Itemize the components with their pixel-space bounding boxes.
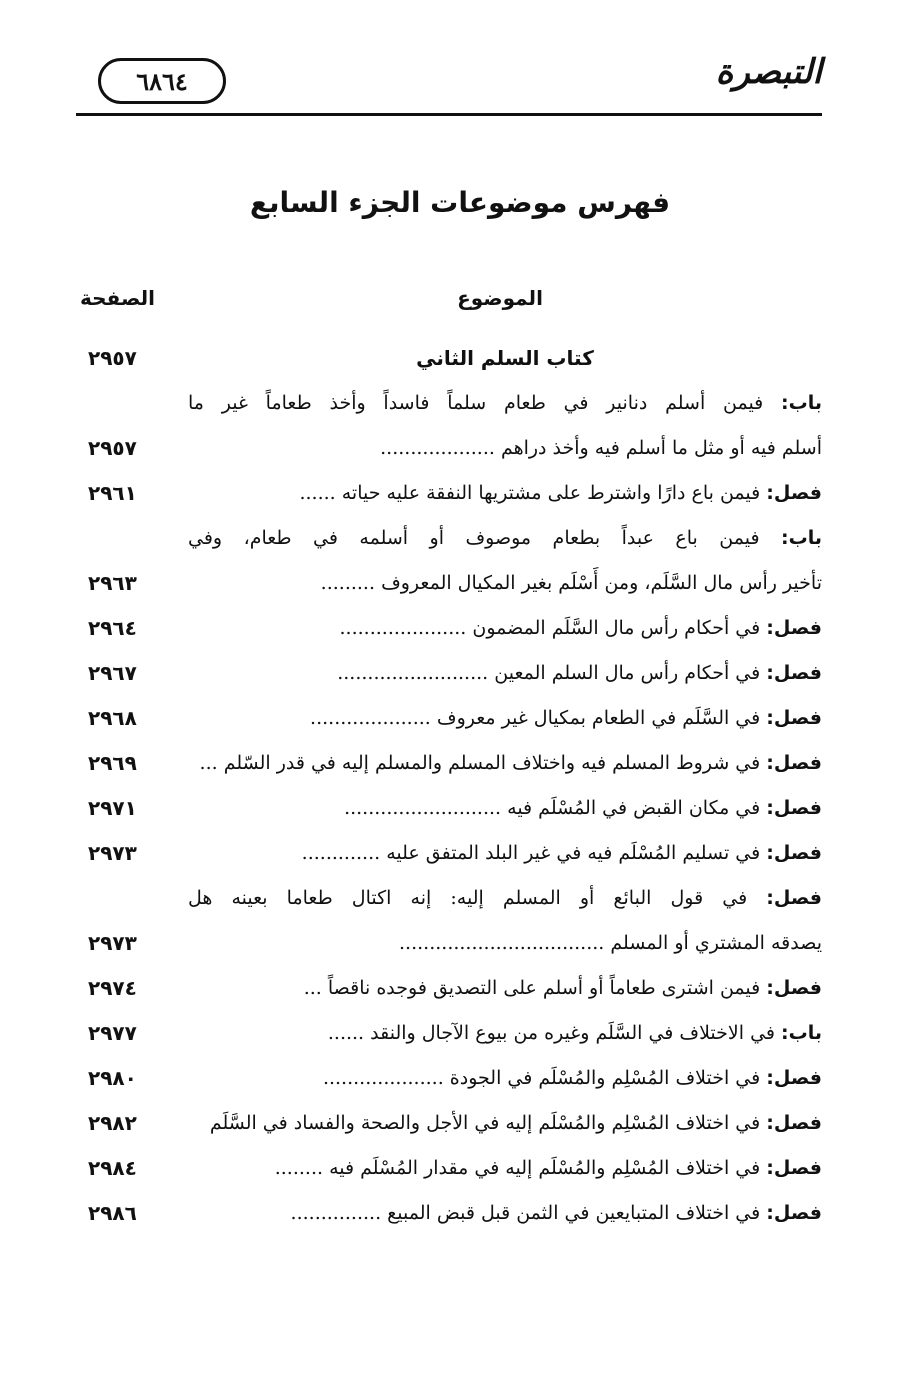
toc-entry-leader: ...... [327, 1022, 371, 1044]
toc-entry-leader: .................... [310, 707, 437, 729]
toc-entry-page: ٢٩٦١ [88, 481, 137, 505]
toc-entry-title: تأخير رأس مال السَّلَم، ومن أَسْلَم بغير المكيال المعروف [381, 572, 822, 594]
toc-entry-text [188, 426, 822, 471]
toc-entry [76, 1101, 822, 1146]
toc-entry-leader: .................... [322, 1067, 450, 1089]
toc-entry-text [188, 741, 822, 786]
toc-entry-title: في السَّلَم في الطعام بمكيال غير معروف [436, 707, 767, 729]
page-heading: فهرس موضوعات الجزء السابع [249, 186, 671, 219]
toc-entry-leader: .......................... [344, 797, 508, 819]
toc-entry [76, 471, 822, 516]
toc-entry [76, 516, 822, 561]
toc-entry-title: في اختلاف المُسْلِم والمُسْلَم إليه في مقدار المُسْلَم فيه [329, 1157, 767, 1179]
toc-entry [76, 1191, 822, 1236]
toc-entry-leader: .................................. [399, 932, 611, 954]
page-number: ٦٨٦٤ [136, 66, 188, 96]
toc-entry [76, 1146, 822, 1191]
toc-entry [76, 1011, 822, 1056]
toc-entry-leader: ... [199, 752, 224, 774]
toc-entry-title: في شروط المسلم فيه واختلاف المسلم والمسلم إليه في قدر السّلم [223, 752, 767, 774]
table-of-contents [76, 336, 822, 1236]
toc-entry-text [188, 381, 822, 426]
toc-entry-title: في أحكام رأس مال السلم المعين [494, 662, 767, 684]
running-header [76, 50, 822, 116]
toc-entry [76, 426, 822, 471]
toc-entry-label: باب: [781, 527, 822, 549]
toc-entry-title: في أحكام رأس مال السَّلَم المضمون [472, 617, 767, 639]
toc-entry [76, 696, 822, 741]
toc-entry-page: ٢٩٨٠ [88, 1066, 137, 1090]
toc-entry-label: فصل: [766, 977, 822, 999]
toc-entry-label: فصل: [766, 797, 822, 819]
toc-entry [76, 381, 822, 426]
toc-entry-leader: ........ [274, 1157, 330, 1179]
toc-entry-text [188, 786, 822, 831]
toc-entry-title: فيمن أسلم دنانير في طعام سلماً فاسداً وأخذ طعاماً غير ما [188, 392, 782, 414]
toc-entry-label: فصل: [766, 707, 822, 729]
toc-entry [76, 786, 822, 831]
toc-entry [76, 606, 822, 651]
toc-entry [76, 651, 822, 696]
toc-entry [76, 561, 822, 606]
toc-entry-label: فصل: [766, 662, 822, 684]
toc-entry [76, 1056, 822, 1101]
toc-entry-page: ٢٩٦٨ [88, 706, 137, 730]
toc-entry-title: يصدقه المشتري أو المسلم [610, 932, 822, 954]
toc-entry-page: ٢٩٥٧ [88, 436, 137, 460]
toc-entry-text [188, 921, 822, 966]
toc-entry-leader: ..................... [339, 617, 473, 639]
toc-entry-page: ٢٩٨٤ [88, 1156, 137, 1180]
toc-entry-text [188, 1056, 822, 1101]
toc-entry-leader: ............. [301, 842, 387, 864]
toc-entry-label: باب: [781, 1022, 822, 1044]
toc-entry-text [188, 606, 822, 651]
toc-entry [76, 831, 822, 876]
toc-entry-label: فصل: [766, 1112, 822, 1134]
toc-entry-page: ٢٩٥٧ [88, 346, 137, 370]
toc-entry-title: في مكان القبض في المُسْلَم فيه [507, 797, 767, 819]
toc-entry-text [188, 1146, 822, 1191]
header-rule [76, 113, 822, 116]
toc-entry-page: ٢٩٧٣ [88, 841, 137, 865]
toc-entry-text [188, 516, 822, 561]
toc-entry-label: فصل: [766, 842, 822, 864]
toc-entry-page: ٢٩٦٣ [88, 571, 137, 595]
page-number-badge [98, 58, 226, 104]
toc-entry-label: فصل: [766, 1157, 822, 1179]
toc-entry-text [188, 1191, 822, 1236]
toc-entry [76, 336, 822, 381]
toc-entry-page: ٢٩٧٧ [88, 1021, 137, 1045]
toc-entry-text [188, 651, 822, 696]
toc-entry-page: ٢٩٦٤ [88, 616, 137, 640]
toc-entry-leader: ...... [299, 482, 342, 504]
toc-entry-label: باب: [781, 392, 822, 414]
toc-entry-leader: ............... [290, 1202, 388, 1224]
column-headers [80, 286, 820, 322]
toc-entry-text [188, 1101, 822, 1146]
toc-entry-label: فصل: [766, 482, 822, 504]
toc-entry-text [188, 876, 822, 921]
toc-entry [76, 921, 822, 966]
toc-entry-title: في اختلاف المُسْلِم والمُسْلَم إليه في الأجل والصحة والفساد في السَّلَم [209, 1112, 767, 1134]
toc-entry-title: في اختلاف المتبايعين في الثمن قبل قبض المبيع [387, 1202, 767, 1224]
toc-entry-label: فصل: [766, 887, 822, 909]
page-column-header: الصفحة [80, 286, 156, 310]
toc-entry-title: أسلم فيه أو مثل ما أسلم فيه وأخذ دراهم [500, 437, 822, 459]
toc-entry-page: ٢٩٨٦ [88, 1201, 137, 1225]
toc-entry-title: في اختلاف المُسْلِم والمُسْلَم في الجودة [449, 1067, 767, 1089]
toc-entry-title: في تسليم المُسْلَم فيه في غير البلد المتفق عليه [386, 842, 767, 864]
toc-entry-text [188, 696, 822, 741]
toc-entry-title: فيمن اشترى طعاماً أو أسلم على التصديق فوجده ناقصاً [327, 977, 767, 999]
toc-entry [76, 741, 822, 786]
toc-entry-page: ٢٩٦٧ [88, 661, 137, 685]
toc-entry-label: فصل: [766, 752, 822, 774]
toc-entry-label: فصل: [766, 1202, 822, 1224]
toc-entry-page: ٢٩٨٢ [88, 1111, 137, 1135]
toc-entry-text [188, 471, 822, 516]
toc-entry-page: ٢٩٧٣ [88, 931, 137, 955]
toc-entry-leader: ... [303, 977, 328, 999]
toc-entry [76, 876, 822, 921]
toc-entry-leader: ......................... [337, 662, 495, 684]
toc-entry-title: في الاختلاف في السَّلَم وغيره من بيوع الآجال والنقد [370, 1022, 782, 1044]
toc-entry [76, 966, 822, 1011]
toc-entry-title: فيمن باع عبداً بطعام موصوف أو أسلمه في طعام، وفي [188, 527, 782, 549]
toc-entry-text [188, 336, 822, 381]
book-title: التبصرة [715, 52, 822, 92]
toc-entry-title: في قول البائع أو المسلم إليه: إنه اكتال طعاما بعينه هل [188, 887, 767, 909]
toc-entry-label: فصل: [766, 617, 822, 639]
toc-entry-page: ٢٩٧١ [88, 796, 137, 820]
toc-entry-leader: ................... [380, 437, 501, 459]
toc-entry-title: كتاب السلم الثاني [416, 346, 594, 370]
toc-entry-title: فيمن باع دارًا واشترط على مشتريها النفقة عليه حياته [341, 482, 767, 504]
toc-entry-text [188, 966, 822, 1011]
toc-entry-text [188, 831, 822, 876]
toc-entry-page: ٢٩٦٩ [88, 751, 137, 775]
topic-column-header: الموضوع [457, 286, 543, 310]
toc-entry-page: ٢٩٧٤ [88, 976, 137, 1000]
toc-entry-leader: ......... [320, 572, 382, 594]
toc-entry-label: فصل: [766, 1067, 822, 1089]
toc-entry-text [188, 561, 822, 606]
toc-entry-text [188, 1011, 822, 1056]
